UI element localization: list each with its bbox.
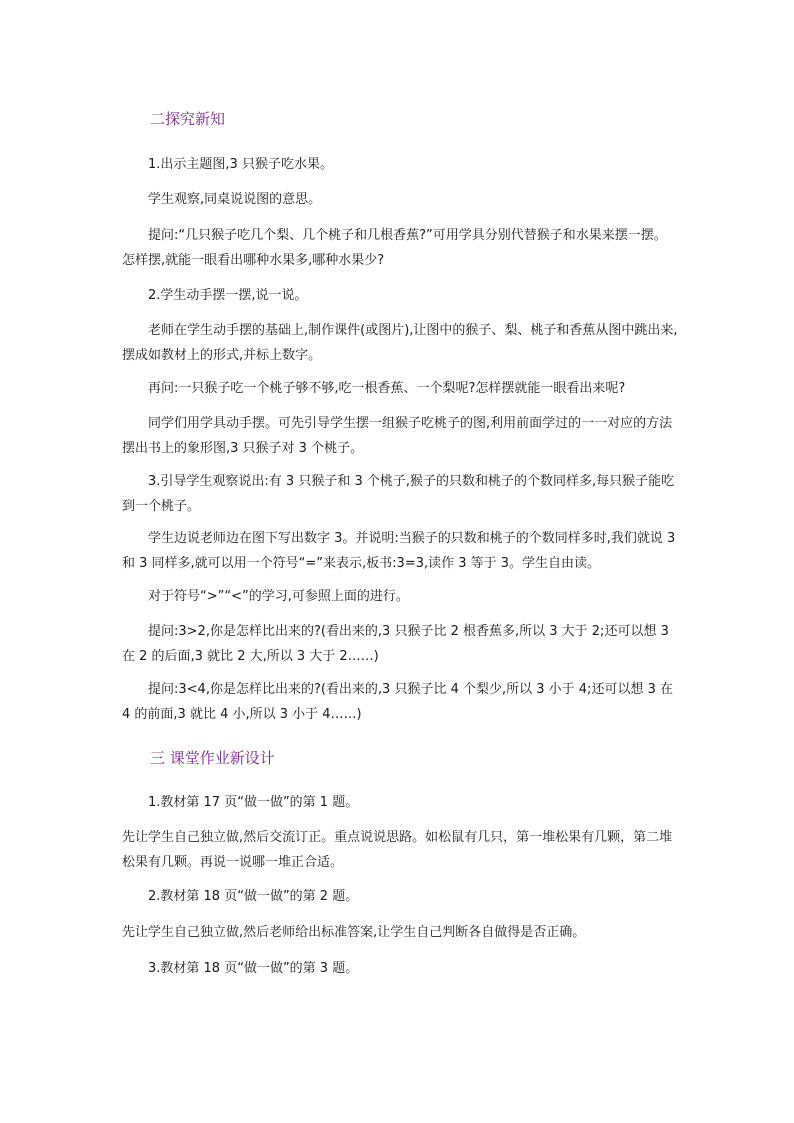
paragraph: 先让学生自己独立做,然后老师给出标准答案,让学生自己判断各自做得是否正确。 — [122, 925, 586, 940]
paragraph: 对于符号“>”“<”的学习,可参照上面的进行。 — [148, 589, 409, 604]
paragraph: 2.教材第 18 页“做一做”的第 2 题。 — [148, 889, 359, 904]
paragraph: 提问:3>2,你是怎样比出来的?(看出来的,3 只猴子比 2 根香蕉多,所以 3 大于 2;还可以想 3 在 2 的后面,3 就比 2 大,所以 3 大于 2……) — [122, 624, 669, 664]
paragraph: 1.出示主题图,3 只猴子吃水果。 — [148, 157, 333, 172]
paragraph: 学生观察,同桌说说图的意思。 — [148, 192, 322, 207]
paragraph: 3.引导学生观察说出:有 3 只猴子和 3 个桃子,猴子的只数和桃子的个数同样多,每只猴子能吃到一个桃子。 — [122, 474, 675, 514]
paragraph: 同学们用学具动手摆。可先引导学生摆一组猴子吃桃子的图,利用前面学过的一一对应的方法摆出书上的象形图,3 只猴子对 3 个桃子。 — [122, 416, 673, 456]
paragraph: 再问:一只猴子吃一个桃子够不够,吃一根香蕉、一个梨呢?怎样摆就能一眼看出来呢? — [148, 381, 626, 396]
paragraph: 提问:“几只猴子吃几个梨、几个桃子和几根香蕉?”可用学具分别代替猴子和水果来摆一摆。怎样摆,就能一眼看出哪种水果多,哪种水果少? — [122, 228, 667, 268]
paragraph: 学生边说老师边在图下写出数字 3。并说明:当猴子的只数和桃子的个数同样多时,我们就说 3 和 3 同样多,就可以用一个符号“=”来表示,板书:3=3,读作 3 等于 3。学生自由读。 — [122, 531, 676, 571]
section-3-heading: 三 课堂作业新设计 — [150, 749, 275, 767]
paragraph: 老师在学生动手摆的基础上,制作课件(或图片),让图中的猴子、梨、桃子和香蕉从图中跳出来,摆成如教材上的形式,并标上数字。 — [122, 323, 678, 363]
paragraph: 2.学生动手摆一摆,说一说。 — [148, 288, 308, 303]
paragraph: 3.教材第 18 页“做一做”的第 3 题。 — [148, 961, 359, 976]
paragraph: 1.教材第 17 页“做一做”的第 1 题。 — [148, 795, 359, 810]
paragraph: 先让学生自己独立做,然后交流订正。重点说说思路。如松鼠有几只，第一堆松果有几颗，第二堆松果有几颗。再说一说哪一堆正合适。 — [122, 830, 673, 870]
section-2-heading: 二探究新知 — [150, 110, 226, 128]
paragraph: 提问:3<4,你是怎样比出来的?(看出来的,3 只猴子比 4 个梨少,所以 3 小于 4;还可以想 3 在 4 的前面,3 就比 4 小,所以 3 小于 4……) — [122, 682, 673, 722]
